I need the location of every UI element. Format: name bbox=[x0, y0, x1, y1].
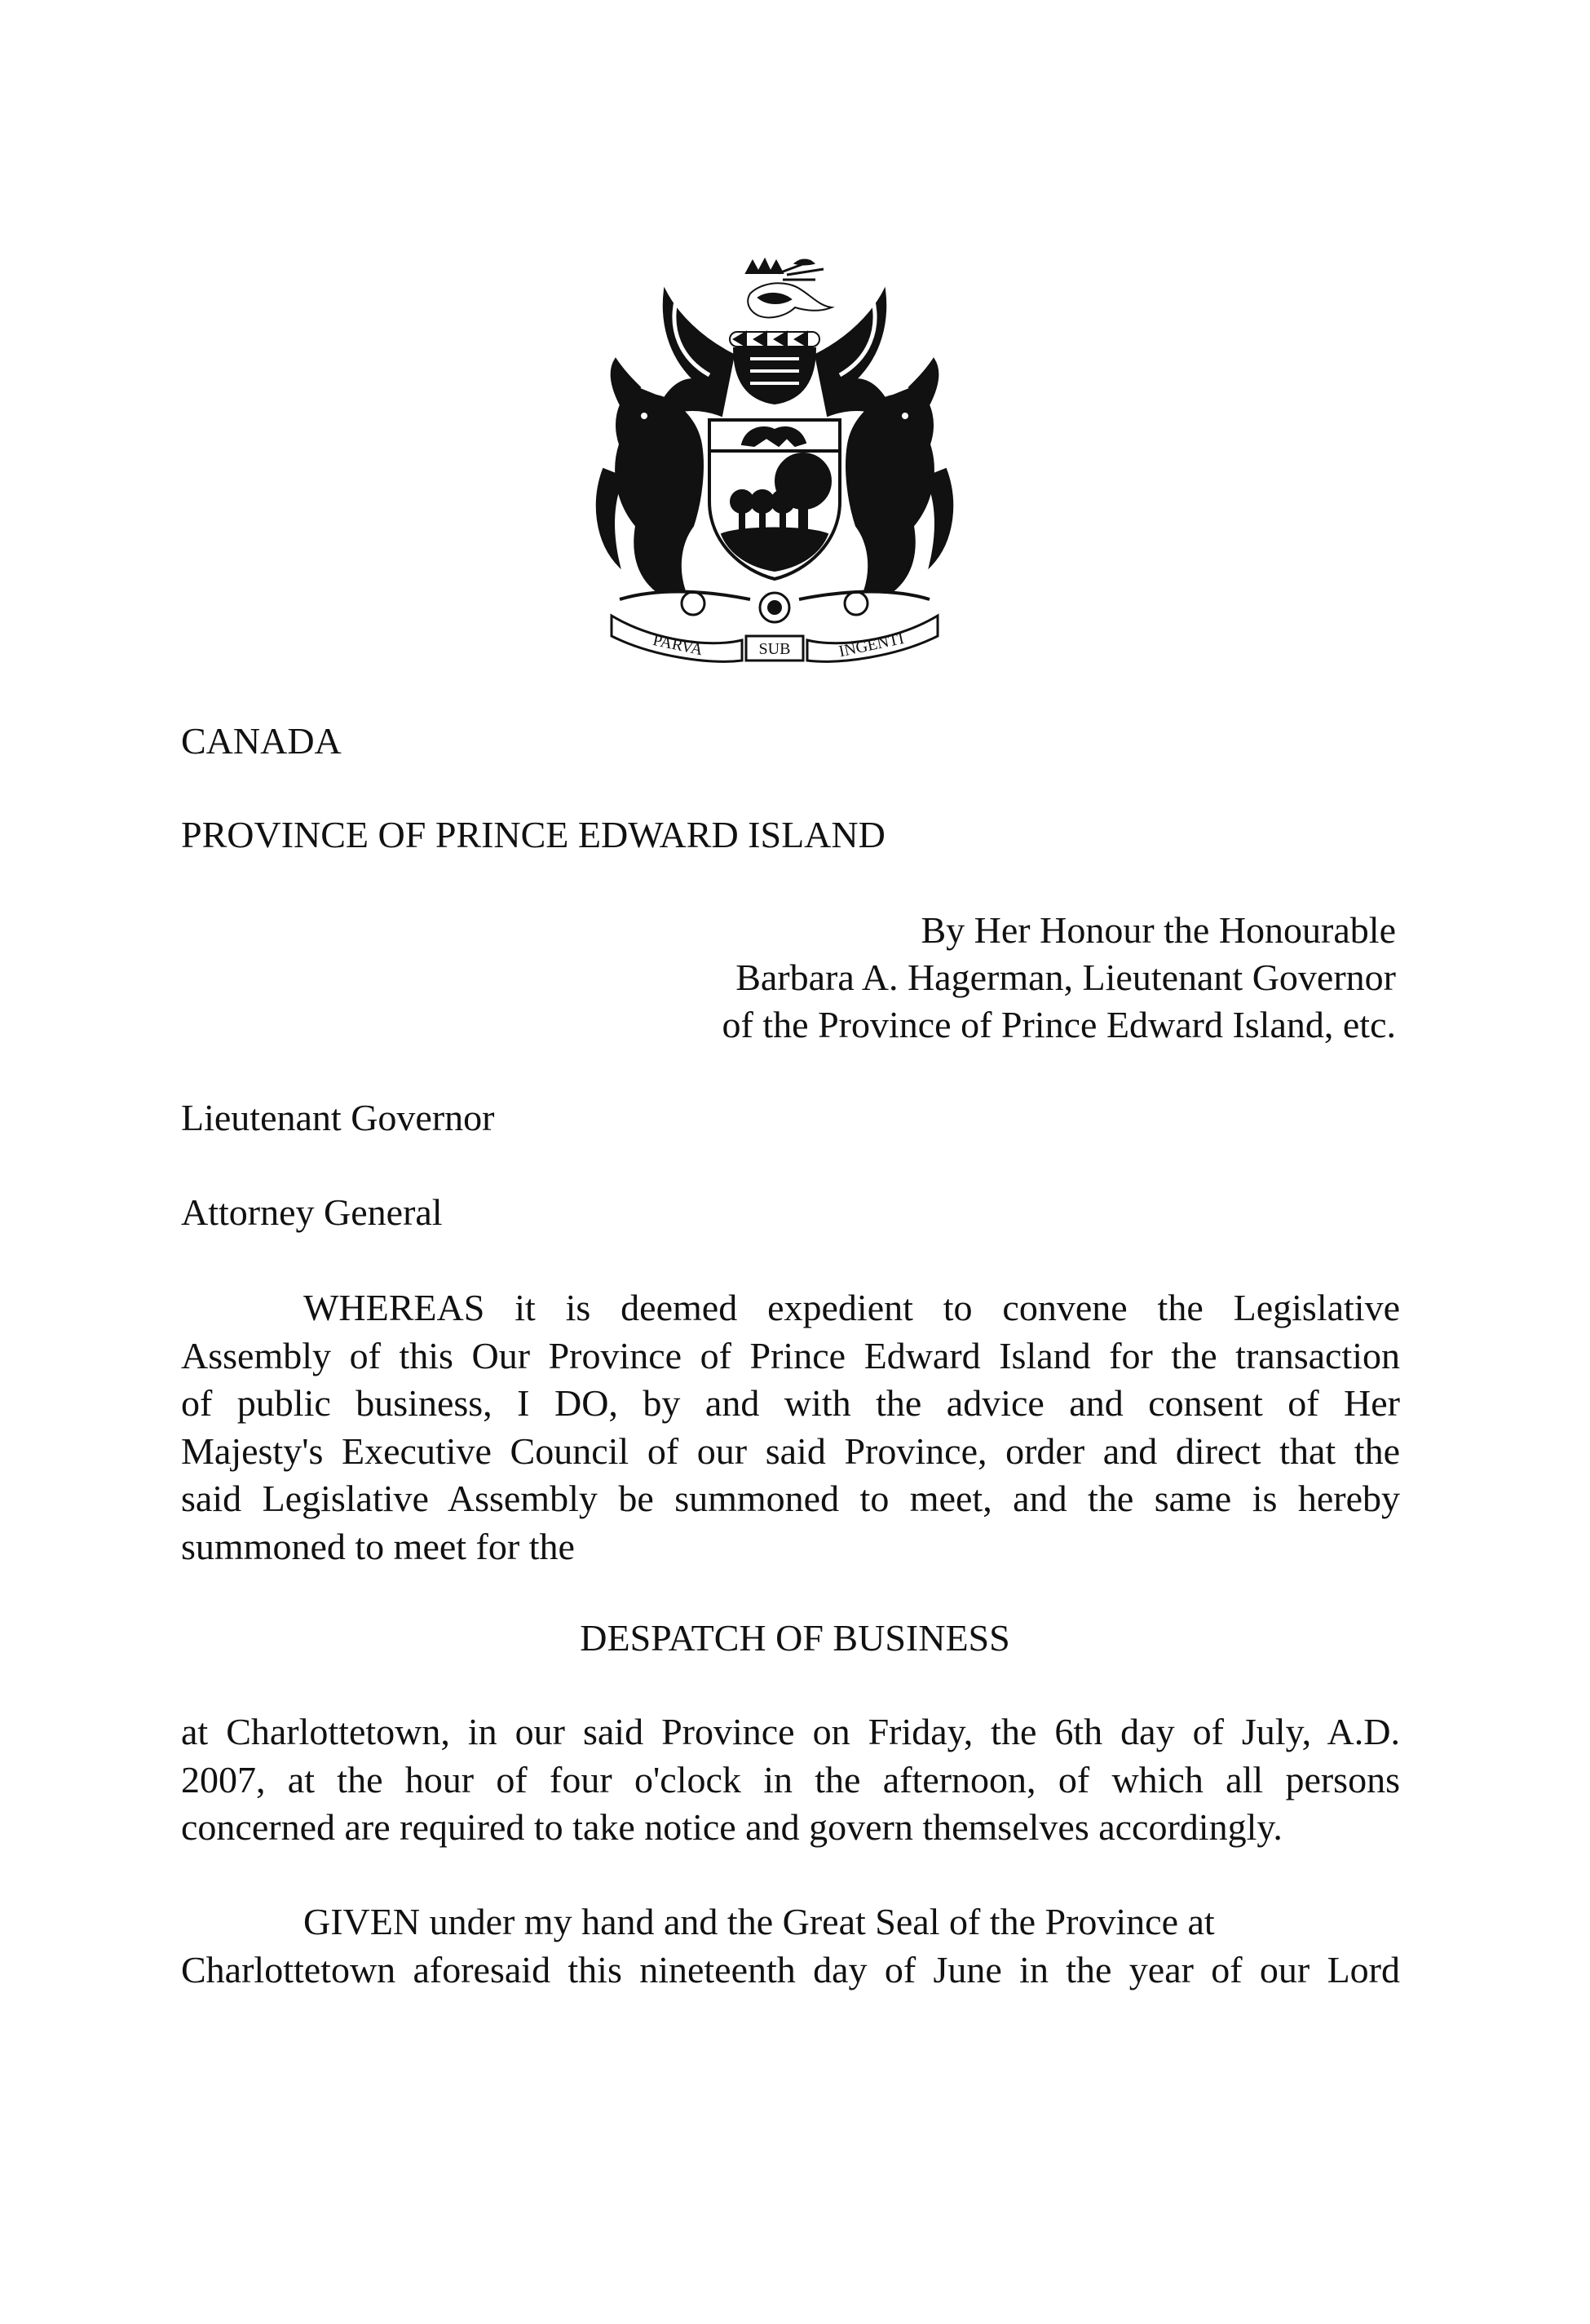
authority-line: Barbara A. Hagerman, Lieutenant Governor bbox=[735, 957, 1396, 998]
authority-line: By Her Honour the Honourable bbox=[921, 909, 1396, 951]
paragraph-line: 2007, at the hour of four o'clock in the afternoon, of which all persons bbox=[181, 1758, 1400, 1800]
paragraph-line: said Legislative Assembly be summoned to meet, and the same is hereby bbox=[181, 1478, 1400, 1519]
country-heading: CANADA bbox=[181, 720, 342, 762]
authority-line: of the Province of Prince Edward Island, etc. bbox=[722, 1004, 1396, 1045]
paragraph-line: WHEREAS it is deemed expedient to convene the Legislative bbox=[303, 1287, 1400, 1328]
paragraph-line: Charlottetown aforesaid this nineteenth day of June in the year of our Lord bbox=[181, 1948, 1400, 1990]
motto-right: INGENTI bbox=[837, 629, 906, 661]
paragraph-line: summoned to meet for the bbox=[181, 1525, 575, 1567]
despatch-heading: DESPATCH OF BUSINESS bbox=[580, 1617, 1010, 1659]
authority-block bbox=[722, 907, 1396, 1049]
given-paragraph bbox=[181, 1898, 1400, 1994]
paragraph-line: at Charlottetown, in our said Province on Friday, the 6th day of July, A.D. bbox=[181, 1711, 1400, 1752]
coat-of-arms-emblem bbox=[587, 257, 962, 665]
attorney-general-label: Attorney General bbox=[181, 1191, 443, 1233]
motto-middle: SUB bbox=[758, 640, 791, 658]
paragraph-line: of public business, I DO, by and with the advice and consent of Her bbox=[181, 1382, 1400, 1424]
meeting-paragraph bbox=[181, 1708, 1400, 1852]
paragraph-line: Assembly of this Our Province of Prince Edward Island for the transaction bbox=[181, 1334, 1400, 1376]
motto-left: PARVA bbox=[651, 630, 704, 660]
paragraph-line: Majesty's Executive Council of our said Province, order and direct that the bbox=[181, 1429, 1400, 1472]
whereas-paragraph bbox=[181, 1284, 1400, 1571]
lieutenant-governor-label: Lieutenant Governor bbox=[181, 1097, 495, 1138]
paragraph-line: concerned are required to take notice and govern themselves accordingly. bbox=[181, 1806, 1283, 1848]
province-heading: PROVINCE OF PRINCE EDWARD ISLAND bbox=[181, 814, 886, 855]
paragraph-line: GIVEN under my hand and the Great Seal of the Province at bbox=[303, 1901, 1215, 1942]
